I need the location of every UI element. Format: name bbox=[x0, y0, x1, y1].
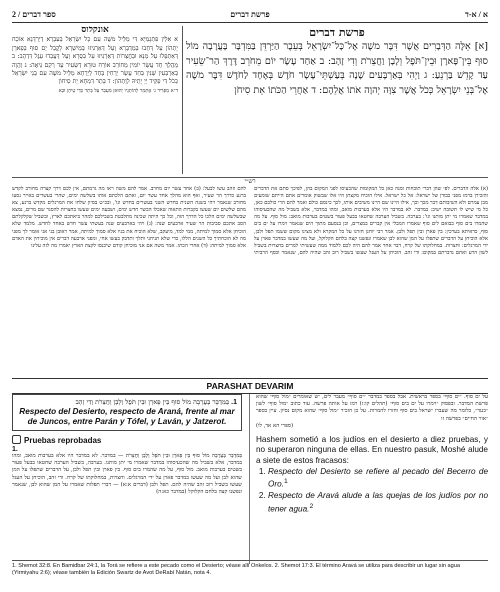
spanish-divider bbox=[249, 394, 250, 564]
verse-hebrew bbox=[17, 398, 237, 407]
footnote-ref: 1 bbox=[283, 478, 288, 486]
verse-number: 1. bbox=[231, 399, 237, 406]
parasha-band: PARASHAT DEVARIM bbox=[12, 378, 488, 394]
onkelos-column bbox=[12, 26, 178, 174]
pruebas-heading-text: Pruebas reprobadas bbox=[24, 436, 102, 445]
list-item-text: Respecto de Aravá alude a las quejas de los judíos por no tener agua. bbox=[268, 491, 488, 514]
onkelos-text: א אִלֵּין פִּתְגָמַיָּא דִּי מַלֵּיל משֶׁה עִם כָּל יִשְׂרָאֵל בְּעִבְרָא דְיַרְדְּנָא אוֹכַח יָתְהוֹן עַל דְּחָבוּ בְּמַדְבְּרָא וְעַל דְּאַרְגִּיזוּ בְּמֵישְׁרָא לָקֳבֵל יַם סוּף בְּפָארָן דְּאִתְפַּלוּ עַל מַנָּא וּבַחֲצֵרוֹת דְּאַרְגִּיזוּ עַל בִּסְרָא וְעַל דַּעֲבַדוּ עֵגֶל דִּדְהָב: ב מַהֲלַךְ חַד עֲשַׂר יוֹמִין מֵחוֹרֵב אוֹרַח טוּרָא דְשֵׂעִיר עַד רְקַם גֵּיאָה: ג וַהֲוָה בְּאַרְבְּעִין שְׁנִין בְּחַד עֲשַׂר יַרְחִין בְּחַד לְיַרְחָא מַלֵּיל משֶׁה עִם בְּנֵי יִשְׂרָאֵל כְּכֹל דִּי פַקֵּיד יְיָ יָתֵיהּ לְוָתְהוֹן: ד בָּתַר דִּמְחָא יָת סִיחוֹן bbox=[12, 36, 178, 86]
section-icon bbox=[12, 435, 21, 444]
parasha-title: פרשת דברים bbox=[309, 26, 365, 39]
onkelos-title: אונקלוס bbox=[81, 26, 109, 35]
verse-box bbox=[12, 394, 242, 431]
verse-spanish: Respecto del Desierto, respecto de Araná, frente al mar de Juncos, entre Parán y Tófel, y Laván, y Jatzerot. bbox=[19, 407, 235, 426]
pruebas-heading bbox=[12, 435, 242, 445]
spanish-section bbox=[12, 394, 488, 564]
spanish-right-column bbox=[256, 394, 488, 564]
spanish-left-column bbox=[12, 394, 242, 564]
pruebas-number: 1. bbox=[12, 446, 18, 453]
onkelos-footnote: ד״א מַפְרִיד נ׳ אֶתְמַר לְהוֹתְגָיו יְהוּאן מִעְבַר עַל בָּתַר כְּדִי טֵיהֵן וּבָא bbox=[58, 87, 178, 94]
pruebas-hebrew: בַּמִּדְבָּר בָּעֲרָבָה מוֹל סוּף בֵּין פָּארָן וּבֵין תֹּפֶל וְלָבָן וַחֲצֵרֹת — במדבר. לא במדבר היו אלא בערבות מואב, ומהו במדבר, אלא בשביל מה שהכעיסוהו במדבר שאמרו מי יתן מותנו. בערבה, בשביל הערבה שחטאו בבעל פעור בשטים בערבות מואב. מול סוף, על מה שהמרו בים סוף. בין פארן ובין תפל ולבן, על הדברים שתפלו על המן שהוא לבן ועל מה שעשו במדבר פארן על ידי המרגלים. וחצרות, במחלוקתו של קרח. ודי זהב, הוכיחן על העגל שעשו בשביל רוב זהב שהיה להם. תפל ולבן (דברים א:א) — דברי תפלות שאמרו על המן שהוא לבן, שנאמר ונפשנו קצה בלחם הקלוקל (במדבר כא:ה) bbox=[12, 453, 242, 496]
header-left: 2 / ספר דברים bbox=[12, 10, 56, 19]
column-divider bbox=[182, 26, 183, 174]
right-note: (ספרי הא אד, לו) bbox=[256, 422, 294, 429]
right-hebrew: על ים סוף. ״ים סוף״ בספר בראשית. אבל בספר במדבר ״ים סוף״ מעבר לים, יש שאומרים ״מול סוף״ שהוא פרשת המדבר. ובפסוק ״וימרו על ים בים סוף״ (תהלים קו:ז) רמז על אותה פרשה. עוד כתוב ״מול סוף״ לשון ״כנגד״, כלומר מה שעברו ישראל בים סוף וחזרו להמרות. על כן הזכיר ״מול סוף״ שהוא מקום נסיון. עיין בספר ״אור החיים״ בפרשה זו bbox=[256, 394, 488, 422]
list-item bbox=[268, 491, 488, 514]
page-header bbox=[12, 8, 488, 23]
torah-column bbox=[186, 26, 488, 174]
footnotes: 1. Shemot 32:8. En Bamidbar 24:1, la Torá se refiere a este pecado como el Desierto; véase allí Onkelos. 2. Shemot 17:3. El término Aravá se utiliza para describir un lugar sin agua (Yirmiyahu 2:6); véase también la Edición Swartz de Avot DeRabí Natán, nota 4. bbox=[12, 560, 488, 577]
intro-paragraph: Hashem sometió a los judíos en el desierto a diez pruebas, y no superaron ninguna de ellas. En nuestro pasuk, Moshé alude a siete de estos fracasos: bbox=[256, 435, 488, 465]
header-right: א / א-ד bbox=[464, 10, 488, 19]
verse-hebrew-text: בַּמִּדְבָּר בָּעֲרָבָה מוֹל סוּף בֵּין פָּארָן וּבֵין תֹּפֶל וְלָבָן וַחֲצֵרֹת וְדִי זָהָב bbox=[75, 398, 230, 406]
torah-text: [א] אֵלֶּה הַדְּבָרִים אֲשֶׁר דִּבֶּר משֶׁה אֶל־כָּל־יִשְׂרָאֵל בְּעֵבֶר הַיַּרְדֵּן בַּמִּדְבָּר בָּעֲרָבָה מוֹל סוּף בֵּין־פָּארָן וּבֵין־תֹּפֶל וְלָבָן וַחֲצֵרֹת וְדִי זָהָב: ב אַחַד עָשָׂר יוֹם מֵחֹרֵב דֶּרֶךְ הַר־שֵׂעִיר עַד קָדֵשׁ בַּרְנֵעַ: ג וַיְהִי בְּאַרְבָּעִים שָׁנָה בְּעַשְׁתֵּי־עָשָׂר חֹדֶשׁ בְּאֶחָד לַחֹדֶשׁ דִּבֶּר משֶׁה אֶל־בְּנֵי יִשְׂרָאֵל כְּכֹל אֲשֶׁר צִוָּה יְהוָה אֹתוֹ אֲלֵהֶם: ד אַחֲרֵי הַכֹּתוֹ אֵת סִיחֹן bbox=[186, 41, 488, 96]
header-center: פרשת דברים bbox=[230, 10, 270, 19]
right-paragraph bbox=[256, 435, 488, 515]
list-item-text: Respecto del Desierto se refiere al pecado del Becerro de Oro. bbox=[268, 466, 488, 489]
list-item bbox=[268, 467, 488, 490]
footnote-ref: 2 bbox=[309, 502, 314, 510]
page bbox=[12, 8, 488, 584]
top-section bbox=[12, 26, 488, 176]
rashi-label: רש״י bbox=[12, 177, 488, 186]
rashi-commentary: (א) אלה הדברים. לפי שהן דברי תוכחות ומנה כאן כל המקומות שהכעיסו לפני המקום בהן, לפיכך סתם את הדברים והזכירן ברמז מפני כבודן של ישראל: אל כל ישראל. אילו הוכיח מקצתן היו אלו שבשוק אומרים אתם הייתם שומעים מבן עמרם ולא השיבותם דבר מכך וכך, אילו היינו שם היינו משיבים אותו, לכך כינסם כולם ואמר להם הרי כולכם כאן, כל מי שיש לו תשובה ישיב: במדבר. לא במדבר היו אלא בערבות מואב, ומהו במדבר, אלא בשביל מה שהכעיסוהו במדבר שאמרו מי יתן מותנו וגו': בערבה. בשביל הערבה שחטאו בבעל פעור בשטים בערבות מואב: מול סוף. על מה שהמרו בים סוף בבואם לים סוף שאמרו המבלי אין קברים במצרים, וכן בנסעם מתוך הים שנאמר וימרו על ים בים סוף, כדאיתא בערכין: בין פארן ובין תפל ולבן. אמר רבי יוחנן חזרנו על כל המקרא ולא מצינו מקום ששמו תפל ולבן, אלא הוכיחן על הדברים שתפלו על המן שהוא לבן שאמרו ונפשנו קצה בלחם הקלוקל, ועל מה שעשו במדבר פארן על ידי המרגלים: וחצרות. במחלוקתו של קרח, דבר אחר אמר להם היה לכם ללמוד ממה שעשיתי למרים בחצרות בשביל לשון הרע ואתם נדברתם במקום: ודי זהב. הוכיחן על העגל שעשו בשביל רוב זהב שהיה להם, שנאמר וכסף הרביתי להם וזהב עשו לבעל: (ב) אחד עשר יום מחרב. אמר להם משה ראו מה גרמתם, אין לכם דרך קצרה מחורב לקדש ברנע כדרך הר שעיר, ואף הוא מהלך אחד עשר יום, ואתם הלכתם אותו בשלשה ימים, שהרי בעשרים באייר נסעו מחורב שנאמר ויהי בשנה השנית בחדש השני בעשרים בחדש וגו', ובכ״ט בסיון שלחו את המרגלים מקדש ברנע, צא מהם שלשים יום שעשו בקברות התאוה שאכלו הבשר חדש ימים, ושבעה ימים שעשו בחצרות להסגר שם מרים, נמצא שבשלשה ימים הלכו כל הדרך הזה, וכל כך היתה שכינה מתלבטת בשבילכם למהר ביאתכם לארץ, ובשביל שקלקלתם הסב אתכם סביבות הר שעיר ארבעים שנה: (ג) ויהי בארבעים שנה בעשתי עשר חדש באחד לחדש. מלמד שלא הוכיחן אלא סמוך למיתה, ממי למד, מיעקב, שלא הוכיח את בניו אלא סמוך למיתה, אמר ראובן בני אני אומר לך מפני מה לא הוכחתיך כל השנים הללו, כדי שלא תניחני ותלך ותדבק בעשו אחי, ומפני ארבעה דברים אין מוכיחין את האדם אלא סמוך למיתה: (ד) אחרי הכתו. אמר משה אם אני מוכיחן קודם שיכנסו לקצת הארץ יאמרו מה לזה עלינו bbox=[12, 186, 488, 256]
failures-list bbox=[256, 467, 488, 515]
